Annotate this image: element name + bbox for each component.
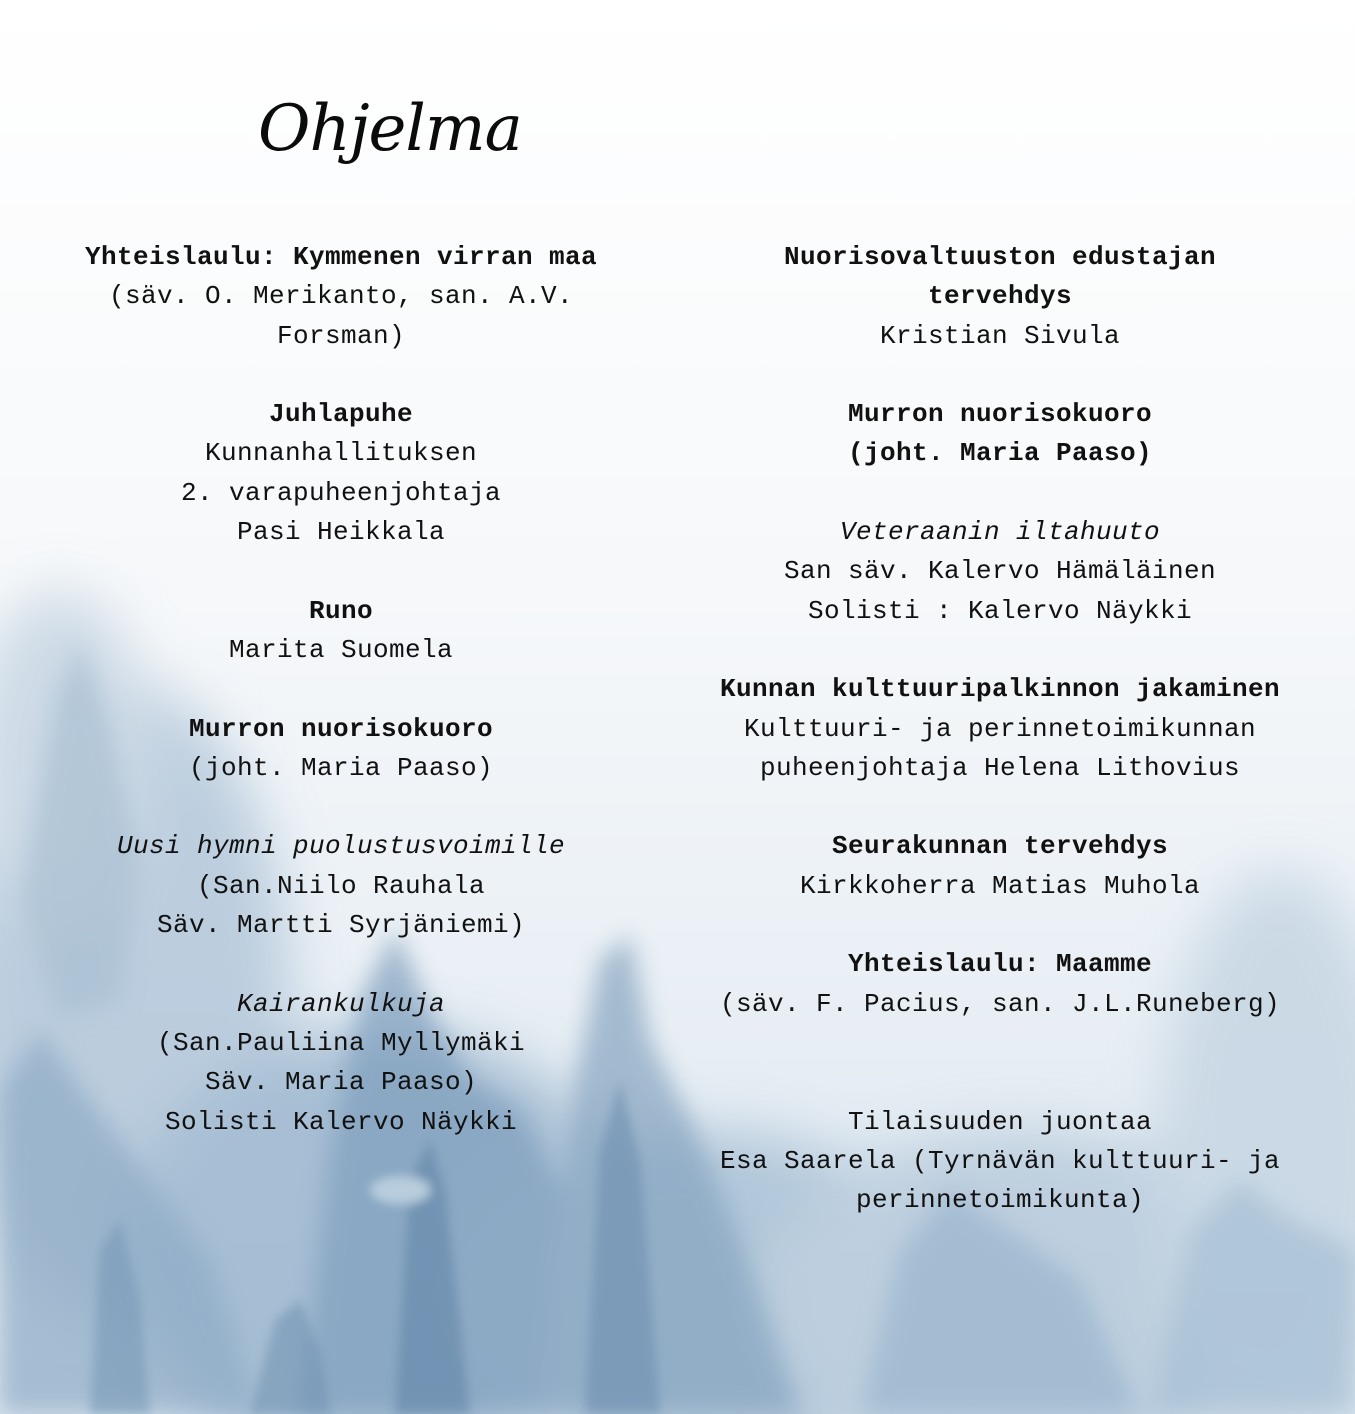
item-detail: Solisti : Kalervo Näykki: [807, 595, 1193, 626]
item-heading: Seurakunnan tervehdys: [831, 831, 1169, 862]
program-item: [698, 395, 1302, 474]
program-item: [698, 238, 1302, 356]
program-item: [40, 710, 642, 789]
item-detail: Forsman): [276, 320, 406, 351]
item-detail: (San.Niilo Rauhala: [196, 870, 486, 901]
item-heading: Kairankulkuja: [236, 988, 446, 1019]
item-heading: Murron nuorisokuoro: [847, 399, 1153, 430]
item-detail: Pasi Heikkala: [236, 517, 446, 548]
program-column-right: [698, 238, 1302, 1260]
program-item: [40, 238, 642, 356]
item-heading: Nuorisovaltuuston edustajan: [783, 242, 1217, 272]
item-detail: perinnetoimikunta): [855, 1185, 1145, 1216]
item-detail: Esa Saarela (Tyrnävän kulttuuri- ja: [719, 1145, 1281, 1176]
item-detail: Säv. Martti Syrjäniemi): [156, 910, 526, 941]
item-heading: Uusi hymni puolustusvoimille: [116, 831, 566, 862]
item-detail: (säv. F. Pacius, san. J.L.Runeberg): [719, 988, 1281, 1019]
item-detail: San säv. Kalervo Hämäläinen: [783, 556, 1217, 587]
item-detail: (säv. O. Merikanto, san. A.V.: [108, 281, 574, 312]
item-heading: (joht. Maria Paaso): [847, 438, 1153, 469]
item-heading: Kunnan kulttuuripalkinnon jakaminen: [719, 674, 1281, 705]
program-item: [40, 395, 642, 552]
item-heading: Yhteislaulu: Maamme: [847, 949, 1153, 980]
item-heading: tervehdys: [927, 281, 1073, 312]
item-heading: Runo: [308, 595, 373, 626]
item-detail: Marita Suomela: [228, 634, 454, 665]
program-item: [40, 827, 642, 945]
program-column-left: [40, 238, 642, 1181]
item-detail: 2. varapuheenjohtaja: [180, 477, 502, 508]
item-detail: Kirkkoherra Matias Muhola: [799, 870, 1201, 901]
item-detail: Säv. Maria Paaso): [204, 1067, 478, 1098]
page-title: Ohjelma: [258, 92, 522, 166]
program-item: [698, 1103, 1302, 1221]
program-item: [40, 592, 642, 671]
item-detail: puheenjohtaja Helena Lithovius: [759, 752, 1241, 783]
program-item: [698, 945, 1302, 1024]
program-item: [698, 827, 1302, 906]
spacer: [698, 1063, 1302, 1102]
item-detail: Solisti Kalervo Näykki: [164, 1106, 518, 1137]
item-detail: (San.Pauliina Myllymäki: [156, 1027, 526, 1058]
item-detail: (joht. Maria Paaso): [188, 752, 494, 783]
item-detail: Kristian Sivula: [879, 320, 1121, 351]
program-item: [698, 670, 1302, 788]
item-detail: Kunnanhallituksen: [204, 438, 478, 469]
program-item: [40, 985, 642, 1142]
item-detail: Tilaisuuden juontaa: [847, 1106, 1153, 1137]
item-heading: Yhteislaulu: Kymmenen virran maa: [84, 242, 598, 272]
program-item: [698, 513, 1302, 631]
item-detail: Kulttuuri- ja perinnetoimikunnan: [743, 713, 1257, 744]
item-heading: Murron nuorisokuoro: [188, 713, 494, 744]
item-heading: Juhlapuhe: [268, 399, 414, 430]
item-heading: Veteraanin iltahuuto: [839, 517, 1161, 548]
